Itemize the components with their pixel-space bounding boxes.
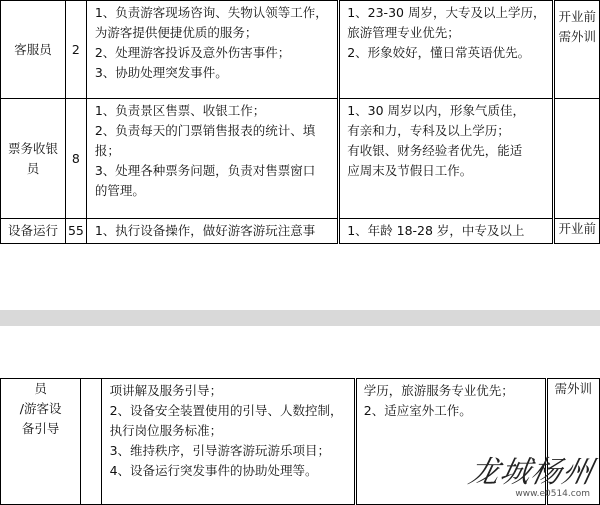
training-cell [554,1,600,99]
job-title-line: 员 [34,381,47,396]
training-line: 需外训 [558,29,596,44]
duty-line: 1、执行设备操作，做好游客游玩注意事 [94,223,316,238]
page-break-band [0,310,600,326]
headcount-cell: 8 [65,99,86,219]
training-line: 开业前 [558,9,596,24]
job-title-cell [1,99,66,219]
training-cell [554,219,600,244]
duties-cell [101,379,355,505]
headcount-cell: 55 [65,219,86,244]
requirement-line: 学历，旅游服务专业优先； [363,383,514,398]
requirements-cell [339,1,554,99]
job-title-line: 员 [26,160,40,176]
duty-line: 项讲解及服务引导； [109,383,223,398]
document-page-top [0,0,600,252]
watermark-url: www.e0514.com [515,489,590,499]
duty-line: 4、设备运行突发事件的协助处理等。 [109,463,318,478]
requirement-line: 2、适应室外工作。 [363,403,472,418]
duty-line: 1、负责游客现场咨询、失物认领等工作， [94,5,328,20]
duty-line: 报； [94,143,120,158]
duties-cell [86,99,338,219]
job-title-line: 票务收银 [7,140,58,156]
watermark-text: 龙城杨州 [465,455,597,490]
duty-line: 3、处理各种票务问题，负责对售票窗口 [94,163,316,178]
duty-line: 2、负责每天的门票销售报表的统计、填 [94,123,316,138]
duty-line: 为游客提供便捷优质的服务； [94,25,258,40]
duty-line: 2、设备安全装置使用的引导、人数控制， [109,403,343,418]
job-title-line: /游客设 [19,401,62,416]
recruitment-table-top [0,0,600,244]
requirement-line: 1、30 周岁以内，形象气质佳， [347,103,526,118]
duty-line: 执行岗位服务标准； [109,423,223,438]
job-title-cell: 设备运行 [1,219,66,244]
duties-cell [86,219,338,244]
duties-cell [86,1,338,99]
job-title-line: 备引导 [21,421,60,436]
requirement-line: 有收银、财务经验者优先，能适 [347,143,523,158]
duty-line: 3、维持秩序，引导游客游玩游乐项目； [109,443,331,458]
requirement-line: 有亲和力，专科及以上学历； [347,123,510,138]
site-watermark-logo [465,447,597,499]
table-row [1,1,600,99]
job-title-cell [1,379,81,505]
training-line: 需外训 [554,381,593,396]
requirements-cell [339,99,554,219]
job-title-cell: 客服员 [1,1,66,99]
duty-line: 1、负责景区售票、收银工作； [94,103,266,118]
duty-line: 的管理。 [94,183,145,198]
requirement-line: 2、形象姣好，懂日常英语优先。 [347,45,531,60]
requirement-line: 应周末及节假日工作。 [347,163,473,178]
table-row [1,219,600,244]
headcount-cell: 2 [65,1,86,99]
table-row [1,99,600,219]
headcount-cell [81,379,101,505]
requirement-line: 1、23-30 周岁，大专及以上学历， [347,5,546,20]
requirements-cell [339,219,554,244]
requirement-line: 1、年龄 18-28 岁，中专及以上 [347,223,525,238]
duty-line: 3、协助处理突发事件。 [94,65,228,80]
training-line: 开业前 [558,221,596,236]
duty-line: 2、处理游客投诉及意外伤害事件； [94,45,291,60]
requirement-line: 旅游管理专业优先； [347,25,460,40]
training-cell [554,99,600,219]
